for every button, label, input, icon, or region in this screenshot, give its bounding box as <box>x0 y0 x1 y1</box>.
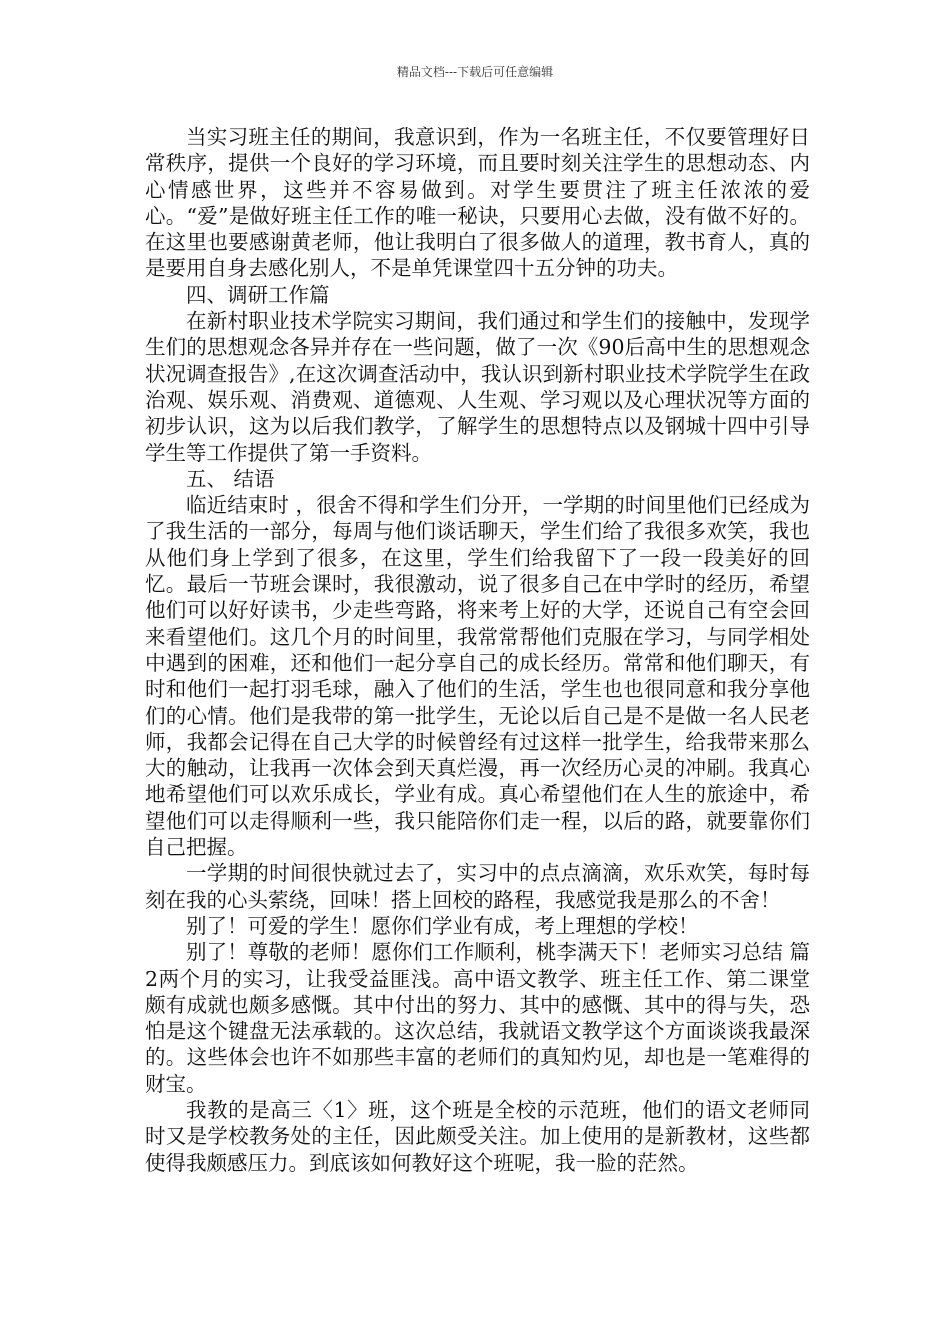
section-heading-research: 四、调研工作篇 <box>186 282 330 307</box>
paragraph-class-intro: 我教的是高三〈1〉班，这个班是全校的示范班，他们的语文老师同时又是学校教务处的主任，因此颇受关注。加上使用的是新教材，这些都使得我颇感压力。到底该如何教好这个班呢，我一脸的茫然。 <box>145 1097 810 1175</box>
paragraph-class-teacher: 当实习班主任的期间，我意识到，作为一名班主任，不仅要管理好日常秩序，提供一个良好的学习环境，而且要时刻关注学生的思想动态、内心情感世界，这些并不容易做到。对学生要贯注了班主任浓浓的爱心。“爱”是做好班主任工作的唯一秘诀，只要用心去做，没有做不好的。在这里也要感谢黄老师，他让我明白了很多做人的道理，教书育人，真的是要用自身去感化别人，不是单凭课堂四十五分钟的功夫。 <box>145 125 810 281</box>
page-header: 精品文档---下载后可任意编辑 <box>396 65 554 79</box>
paragraph-farewell-students: 别了！可爱的学生！愿你们学业有成，考上理想的学校！ <box>186 913 699 938</box>
paragraph-semester: 一学期的时间很快就过去了，实习中的点点滴滴，欢乐欢笑，每时每刻在我的心头萦绕，回味！搭上回校的路程，我感觉我是那么的不舍！ <box>145 861 810 912</box>
section-heading-conclusion: 五、 结语 <box>186 466 275 491</box>
paragraph-research: 在新村职业技术学院实习期间，我们通过和学生们的接触中，发现学生们的思想观念各异并存在一些问题，做了一次《90后高中生的思想观念状况调查报告》,在这次调查活动中，我认识到新村职业技术学院学生在政治观、娱乐观、消费观、道德观、人生观、学习观以及心理状况等方面的初步认识，这为以后我们教学，了解学生的思想特点以及钢城十四中引导学生等工作提供了第一手资料。 <box>145 309 810 465</box>
document-body <box>145 124 810 1176</box>
paragraph-farewell-teachers: 别了！尊敬的老师！愿你们工作顺利，桃李满天下！老师实习总结 篇2两个月的实习，让我受益匪浅。高中语文教学、班主任工作、第二课堂颇有成就也颇多感慨。其中付出的努力、其中的感慨、其中的得与失，恐怕是这个键盘无法承载的。这次总结，我就语文教学这个方面谈谈我最深的。这些体会也许不如那些丰富的老师们的真知灼见，却也是一笔难得的财宝。 <box>145 940 810 1096</box>
paragraph-conclusion: 临近结束时 ，很舍不得和学生们分开，一学期的时间里他们已经成为了我生活的一部分，每周与他们谈话聊天，学生们给了我很多欢笑，我也从他们身上学到了很多，在这里，学生们给我留下了一段一段美好的回忆。最后一节班会课时，我很激动，说了很多自己在中学时的经历，希望他们可以好好读书，少走些弯路，将来考上好的大学，还说自己有空会回来看望他们。这几个月的时间里，我常常帮他们克服在学习，与同学相处中遇到的困难，还和他们一起分享自己的成长经历。常常和他们聊天，有时和他们一起打羽毛球，融入了他们的生活，学生也也很同意和我分享他们的心情。他们是我带的第一批学生，无论以后自己是不是做一名人民老师，我都会记得在自己大学的时候曾经有过这样一批学生，给我带来那么大的触动，让我再一次体会到天真烂漫，再一次经历心灵的冲刷。我真心地希望他们可以欢乐成长，学业有成。真心希望他们在人生的旅途中，希望他们可以走得顺利一些，我只能陪你们走一程，以后的路，就要靠你们自己把握。 <box>145 493 810 860</box>
